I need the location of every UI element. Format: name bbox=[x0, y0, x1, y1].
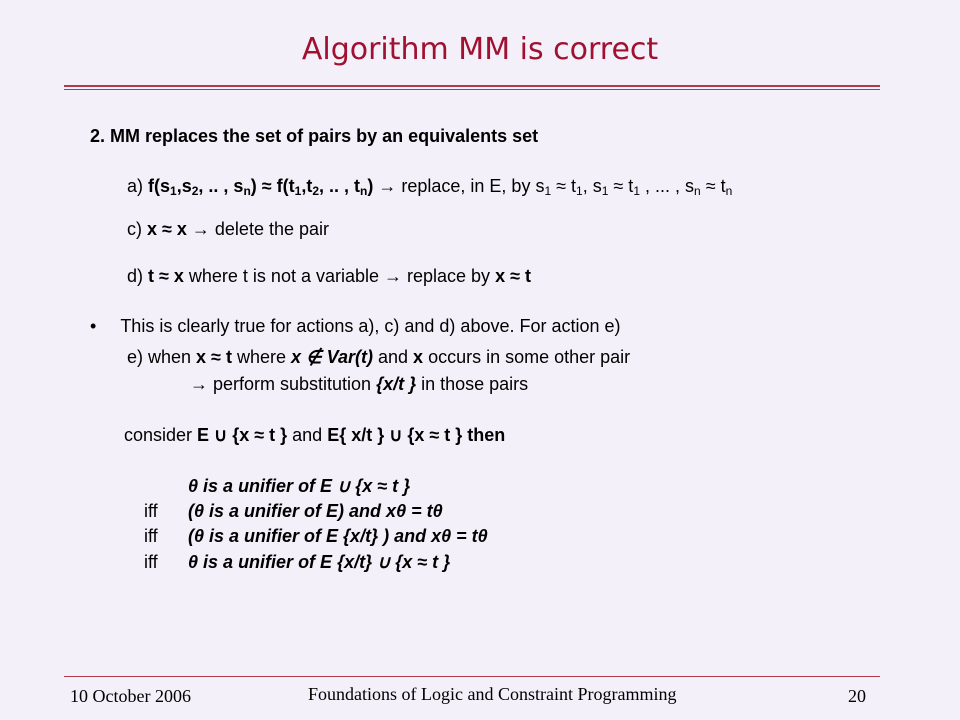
consider-set-1: E ∪ {x ≈ t } bbox=[197, 425, 288, 445]
bullet-text: This is clearly true for actions a), c) and d) above. For action e) bbox=[120, 316, 621, 336]
action-c-rest: → delete the pair bbox=[186, 219, 329, 239]
substitution-set: {x/t } bbox=[376, 374, 417, 394]
action-e-rest: occurs in some other pair bbox=[423, 347, 631, 367]
action-a-pattern: $f(s_1,s_2$, .. , $s_n) \approx f(t_1,t_2$, .. , $t_n$) bbox=[148, 176, 374, 198]
action-e-var: x bbox=[413, 347, 424, 367]
bullet-icon: • bbox=[90, 316, 97, 336]
proof-statement: θ is a unifier of E ∪ {x ≈ t } bbox=[188, 476, 411, 496]
action-a-rest: → replace, in E, by $s_1 \approx t_1$, $s_1 \approx t_1$ , ... , $s_n \approx t_n$ bbox=[373, 176, 733, 198]
proof-statement: θ is a unifier of E {x/t} ∪ {x ≈ t } bbox=[188, 552, 451, 572]
action-d-pattern: t ≈ x bbox=[148, 266, 184, 286]
action-e bbox=[127, 347, 630, 368]
action-e-substitution bbox=[190, 374, 528, 395]
substitution-rest: in those pairs bbox=[416, 374, 529, 394]
footer-divider bbox=[64, 676, 880, 677]
action-a-label: a) bbox=[127, 176, 149, 196]
proof-prefix: iff bbox=[144, 526, 158, 546]
footer-date: 10 October 2006 bbox=[70, 686, 191, 706]
item-2: 2. MM replaces the set of pairs by an equivalents set bbox=[90, 126, 539, 146]
footer-course: Foundations of Logic and Constraint Programming bbox=[308, 684, 677, 704]
proof-line-1 bbox=[144, 476, 410, 497]
action-e-where: where bbox=[231, 347, 291, 367]
action-e-label: e) when bbox=[127, 347, 197, 367]
proof-statement: (θ is a unifier of E {x/t} ) and xθ = tθ bbox=[188, 526, 488, 546]
consider-label: consider bbox=[124, 425, 198, 445]
consider-and: and bbox=[287, 425, 328, 445]
title-divider bbox=[64, 85, 880, 90]
proof-statement: (θ is a unifier of E) and xθ = tθ bbox=[188, 501, 443, 521]
consider-set-2: E{ x/t } ∪ {x ≈ t } then bbox=[327, 425, 506, 445]
proof-line-3 bbox=[144, 526, 488, 547]
action-c-label: c) bbox=[127, 219, 147, 239]
proof-prefix: iff bbox=[144, 501, 158, 521]
proof-line-4 bbox=[144, 552, 450, 573]
consider-line bbox=[124, 425, 505, 446]
action-e-condition: x ∉ Var(t) bbox=[290, 347, 373, 367]
action-d-text: where t is not a variable → replace by bbox=[183, 266, 496, 286]
bullet-point bbox=[90, 316, 621, 337]
action-c-pattern: x ≈ x bbox=[147, 219, 187, 239]
footer-page-number: 20 bbox=[848, 686, 866, 706]
substitution-text: → perform substitution bbox=[190, 374, 377, 394]
action-d bbox=[127, 266, 531, 287]
action-d-label: d) bbox=[127, 266, 149, 286]
action-e-pattern: x ≈ t bbox=[196, 347, 232, 367]
action-c bbox=[127, 219, 329, 240]
action-a bbox=[127, 176, 732, 197]
action-e-and: and bbox=[373, 347, 414, 367]
action-d-result: x ≈ t bbox=[495, 266, 531, 286]
proof-prefix: iff bbox=[144, 552, 158, 572]
proof-line-2 bbox=[144, 501, 443, 522]
slide-title: Algorithm MM is correct bbox=[301, 32, 659, 67]
